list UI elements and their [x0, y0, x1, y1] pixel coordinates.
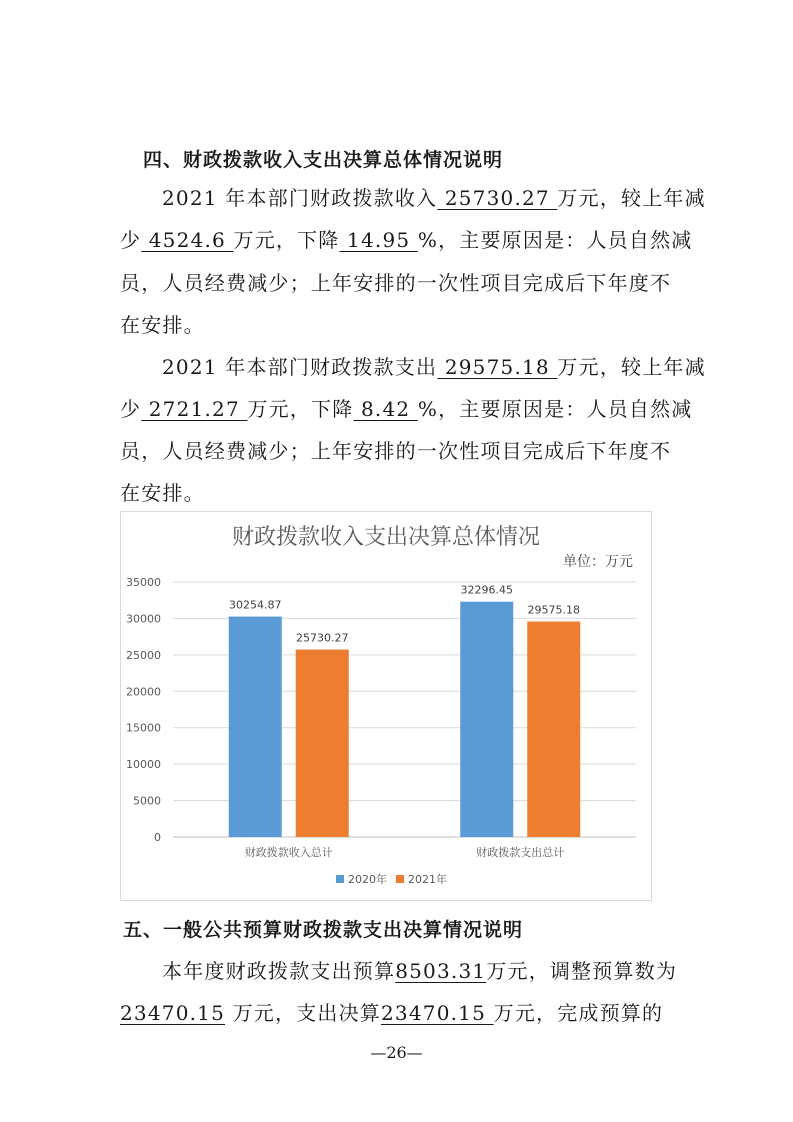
section-5-line-2	[120, 997, 663, 1026]
data-label: 25730.27	[296, 631, 349, 645]
text: %，主要原因是：人员自然减	[417, 397, 693, 421]
y-tick-label: 5000	[133, 794, 161, 808]
income-2021-value: 25730.27	[437, 186, 558, 210]
section-4-heading: 四、财政拨款收入支出决算总体情况说明	[143, 149, 504, 171]
text: 万元，调整预算数为	[486, 959, 678, 983]
paragraph-1-line-4: 在安排。	[120, 313, 205, 337]
data-label: 32296.45	[460, 583, 513, 597]
chart-title: 财政拨款收入支出决算总体情况	[231, 525, 541, 550]
y-tick-label: 15000	[126, 721, 161, 735]
text: 本年度财政拨款支出预算	[162, 959, 396, 983]
income-decrease-percent: 14.95	[339, 228, 418, 252]
y-tick-label: 30000	[126, 612, 161, 626]
text: 万元，支出决算	[225, 1001, 381, 1025]
text: 万元，完成预算的	[493, 1001, 664, 1025]
text: 2021 年本部门财政拨款收入	[162, 186, 438, 210]
paragraph-2-line-2	[120, 393, 693, 422]
paragraph-2-line-3: 员，人员经费减少；上年安排的一次性项目完成后下年度不	[120, 439, 672, 463]
y-tick-label: 10000	[126, 758, 161, 772]
section-5-line-1	[162, 955, 677, 984]
bar-chart	[121, 512, 651, 900]
text: 万元，下降	[247, 397, 354, 421]
text: 2021 年本部门财政拨款支出	[162, 355, 438, 379]
bar-series-2	[296, 650, 349, 837]
bar-series-2	[527, 622, 580, 837]
paragraph-2-line-4: 在安排。	[120, 481, 205, 505]
section-5-heading: 五、一般公共预算财政拨款支出决算情况说明	[123, 919, 524, 941]
expense-decrease-percent: 8.42	[353, 397, 418, 421]
bar-series-1	[460, 602, 513, 837]
legend-entry: 2021年	[408, 873, 447, 886]
adjusted-budget-value: 23470.15	[120, 1001, 226, 1025]
paragraph-1-line-3: 员，人员经费减少；上年安排的一次性项目完成后下年度不	[120, 271, 672, 295]
text: %，主要原因是：人员自然减	[417, 228, 693, 252]
y-tick-label: 20000	[126, 685, 161, 699]
paragraph-1-line-2	[120, 224, 692, 253]
bar-series-1	[229, 617, 282, 837]
data-label: 29575.18	[527, 603, 580, 617]
legend-swatch	[396, 875, 404, 883]
x-category-label: 财政拨款收入总计	[244, 846, 333, 859]
chart-unit-label: 单位：万元	[563, 554, 633, 570]
page-number: —26—	[370, 1043, 423, 1062]
expense-decrease-value: 2721.27	[141, 397, 248, 421]
y-tick-label: 25000	[126, 648, 161, 662]
expense-2021-value: 29575.18	[437, 355, 558, 379]
data-label: 30254.87	[229, 598, 282, 612]
y-tick-label: 0	[154, 831, 161, 844]
final-expense-value: 23470.15	[381, 1001, 494, 1025]
budget-value: 8503.31	[395, 959, 487, 983]
legend-swatch	[336, 875, 344, 883]
text: 少	[120, 397, 142, 421]
y-tick-label: 35000	[126, 576, 161, 589]
x-category-label: 财政拨款支出总计	[476, 846, 565, 859]
text: 万元，较上年减	[557, 186, 706, 210]
paragraph-1-line-1	[162, 182, 706, 211]
text: 少	[120, 228, 142, 252]
legend-entry: 2020年	[348, 873, 387, 886]
text: 万元，下降	[233, 228, 340, 252]
paragraph-2-line-1	[162, 351, 706, 380]
text: 万元，较上年减	[557, 355, 706, 379]
chart-container	[120, 511, 652, 901]
income-decrease-value: 4524.6	[141, 228, 234, 252]
